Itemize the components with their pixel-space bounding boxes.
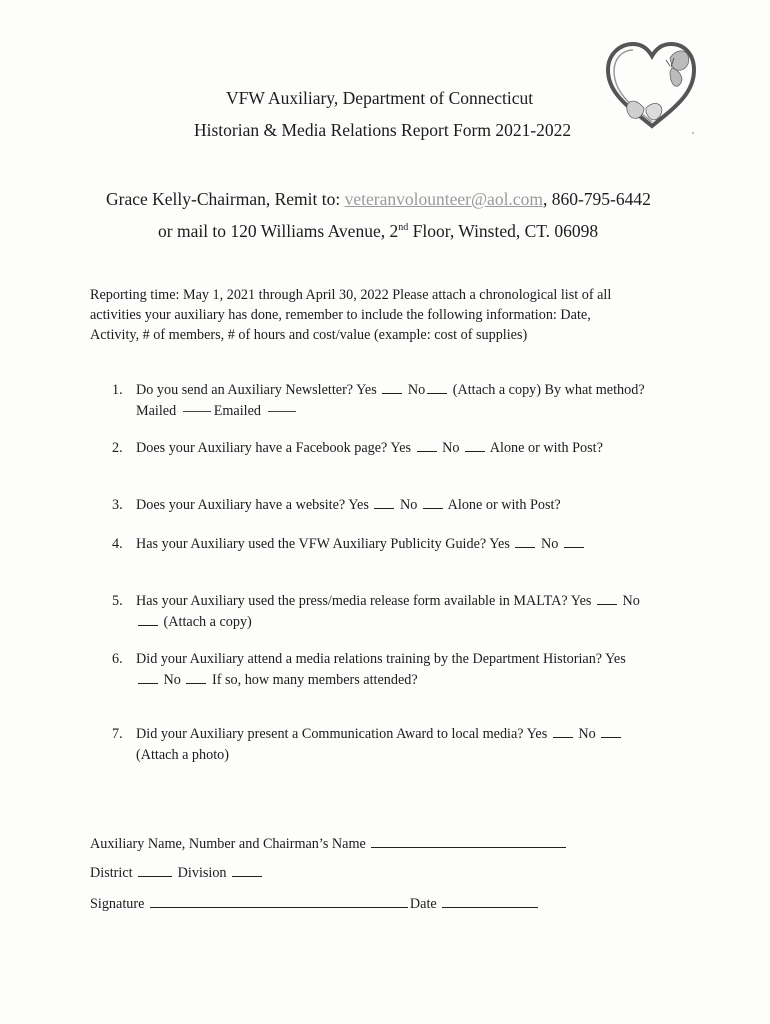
signature-label: Signature	[90, 896, 145, 912]
no-label: No	[399, 497, 418, 513]
no-label: No	[442, 440, 460, 456]
question-number: 3.	[112, 497, 123, 513]
no-label: No	[622, 593, 640, 609]
question-text: Did your Auxiliary attend a media relations training by the Department Historian? Yes	[136, 651, 626, 667]
signature-field[interactable]	[150, 907, 408, 908]
question-2	[112, 438, 712, 460]
heart-butterfly-icon	[600, 36, 700, 136]
date-label: Date	[409, 896, 437, 912]
no-blank[interactable]	[138, 625, 158, 626]
instructions	[90, 285, 611, 345]
question-extra: (Attach a copy) By what method?	[452, 382, 645, 398]
instructions-line: Reporting time: May 1, 2021 through April 30, 2022 Please attach a chronological list of all	[90, 287, 612, 303]
question-text: Has your Auxiliary used the press/media release form available in MALTA? Yes	[136, 593, 592, 609]
question-extra: If so, how many members attended?	[211, 672, 418, 688]
district-field[interactable]	[138, 876, 172, 877]
question-extra: Alone or with Post?	[489, 440, 603, 456]
remit-phone: , 860-795-6442	[542, 189, 651, 209]
question-extra: Alone or with Post?	[447, 497, 561, 513]
question-number: 7.	[112, 726, 123, 742]
mail-prefix: or mail to 120 Williams Avenue, 2	[158, 221, 399, 241]
division-field[interactable]	[232, 876, 262, 877]
yes-blank[interactable]	[138, 683, 158, 684]
question-number: 1.	[112, 382, 123, 398]
mail-suffix: Floor, Winsted, CT. 06098	[408, 221, 599, 241]
signature-row	[90, 894, 540, 914]
question-number: 6.	[112, 651, 123, 667]
question-text: Did your Auxiliary present a Communication Award to local media? Yes	[136, 726, 548, 742]
no-blank[interactable]	[423, 508, 443, 509]
question-text: Does your Auxiliary have a Facebook page? Yes	[136, 440, 412, 456]
instructions-line: activities your auxiliary has done, remember to include the following information: Date,	[90, 307, 591, 323]
question-text: Has your Auxiliary used the VFW Auxiliary Publicity Guide? Yes	[136, 536, 510, 552]
remit-line	[106, 189, 651, 210]
mailed-blank[interactable]	[183, 411, 211, 412]
no-label: No	[578, 726, 596, 742]
mail-sup: nd	[398, 222, 409, 234]
yes-blank[interactable]	[553, 737, 573, 738]
no-blank[interactable]	[601, 737, 621, 738]
yes-blank[interactable]	[417, 451, 437, 452]
no-blank[interactable]	[465, 451, 485, 452]
question-number: 2.	[112, 440, 123, 456]
auxiliary-name-label: Auxiliary Name, Number and Chairman’s Name	[90, 836, 366, 852]
question-7	[112, 724, 712, 768]
question-6	[112, 649, 712, 693]
mailed-label: Mailed	[136, 403, 177, 419]
auxiliary-name-row	[90, 834, 568, 854]
page-subtitle: Historian & Media Relations Report Form 2021-2022	[194, 120, 572, 140]
question-number: 4.	[112, 536, 123, 552]
question-3	[112, 495, 712, 517]
question-1	[112, 380, 712, 424]
question-number: 5.	[112, 593, 123, 609]
no-label: No	[540, 536, 559, 552]
question-extra: (Attach a photo)	[136, 747, 229, 763]
question-5	[112, 591, 712, 635]
no-label: No	[407, 382, 426, 398]
question-4	[112, 534, 712, 556]
date-field[interactable]	[442, 907, 538, 908]
question-extra: (Attach a copy)	[163, 614, 252, 630]
auxiliary-name-field[interactable]	[371, 847, 566, 848]
email-link[interactable]: veteranvolounteer@aol.com	[344, 189, 543, 209]
page-title: VFW Auxiliary, Department of Connecticut	[226, 88, 534, 108]
question-text: Does your Auxiliary have a website? Yes	[136, 497, 369, 513]
emailed-blank[interactable]	[268, 411, 296, 412]
no-blank[interactable]	[564, 547, 584, 548]
no-blank[interactable]	[186, 683, 206, 684]
no-blank[interactable]	[427, 393, 447, 394]
division-label: Division	[177, 865, 227, 881]
instructions-line: Activity, # of members, # of hours and cost/value (example: cost of supplies)	[90, 327, 528, 343]
district-label: District	[90, 865, 133, 881]
question-text: Do you send an Auxiliary Newsletter? Yes	[136, 382, 377, 398]
district-row	[90, 863, 264, 883]
mail-address-line	[158, 221, 598, 242]
yes-blank[interactable]	[515, 547, 535, 548]
no-label: No	[163, 672, 181, 688]
yes-blank[interactable]	[374, 508, 394, 509]
yes-blank[interactable]	[382, 393, 402, 394]
yes-blank[interactable]	[597, 604, 617, 605]
emailed-label: Emailed	[213, 403, 262, 419]
remit-prefix: Grace Kelly-Chairman, Remit to:	[106, 189, 341, 209]
